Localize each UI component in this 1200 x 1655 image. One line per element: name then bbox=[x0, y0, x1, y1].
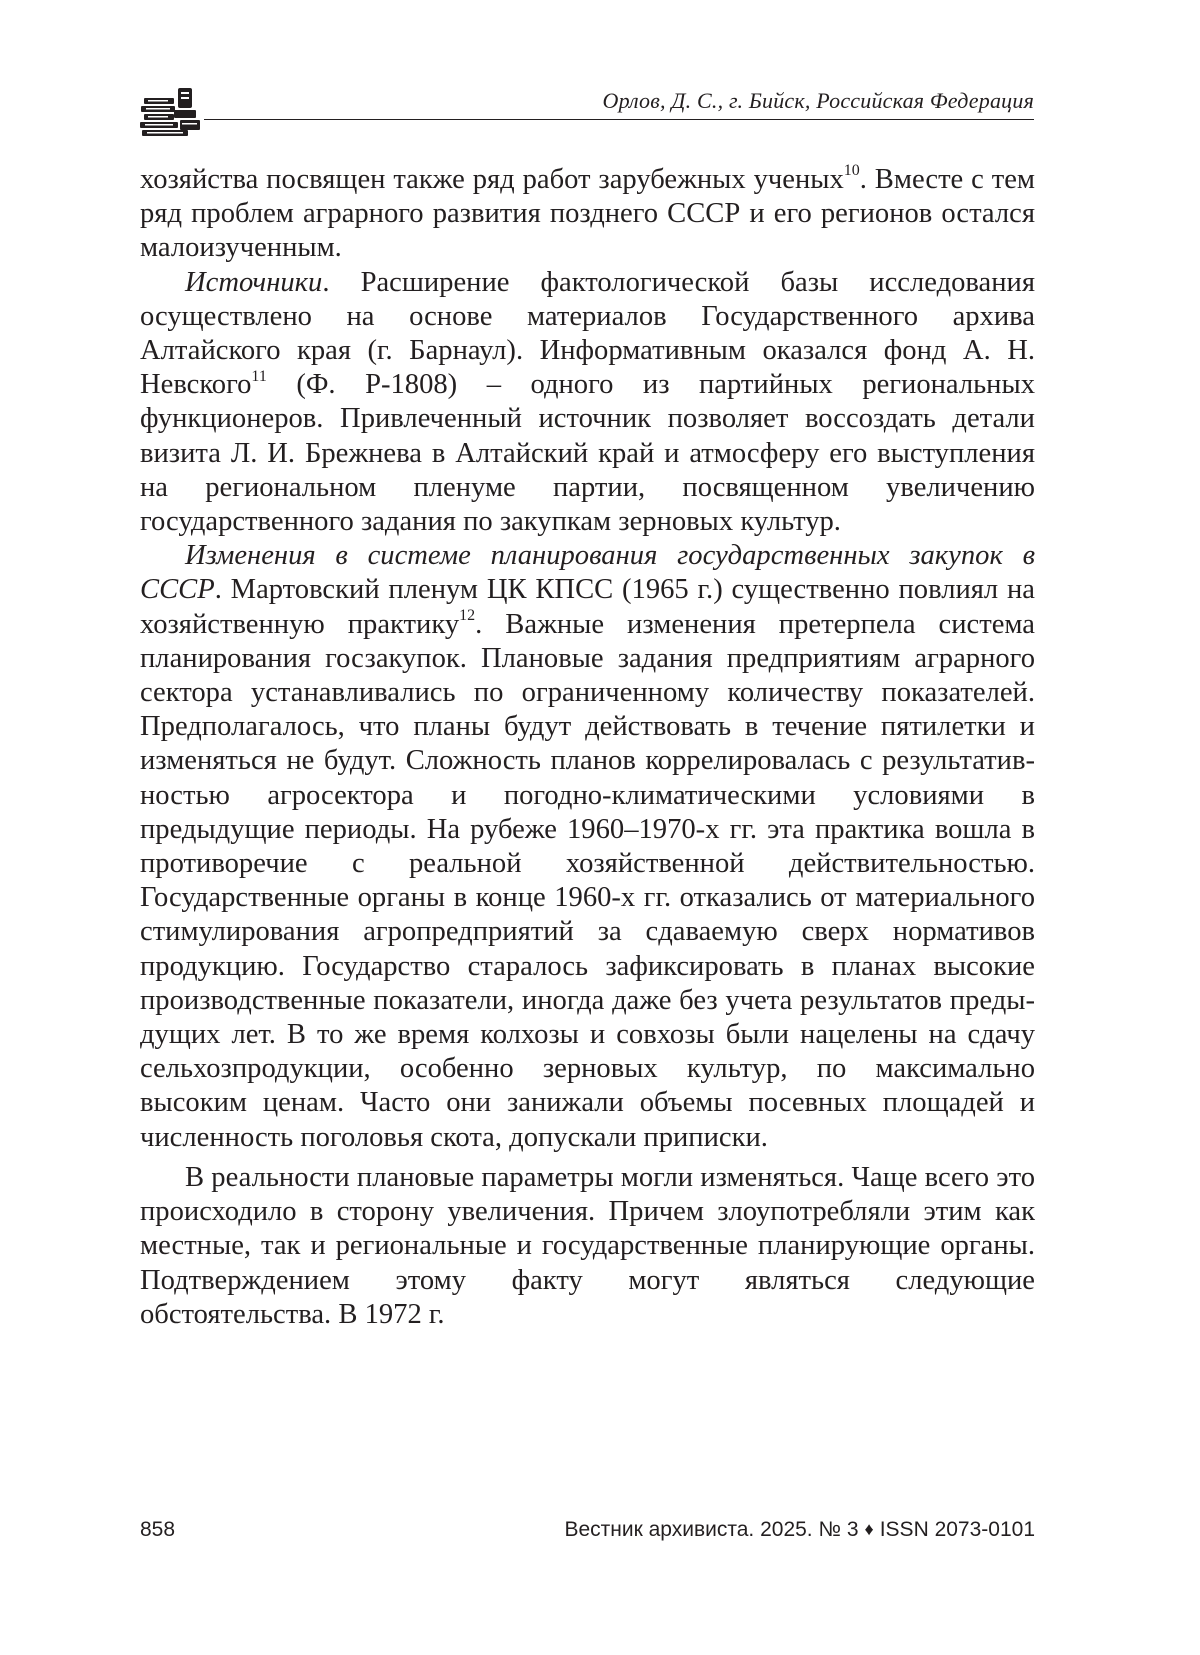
paragraph-reality bbox=[140, 1161, 1035, 1332]
article-body bbox=[140, 163, 1035, 1332]
footnote-ref-11: 11 bbox=[251, 367, 267, 385]
paragraph-planning bbox=[140, 539, 1035, 1155]
paragraph-reality-text: В реальности плановые параметры могли изменяться. Чаще всего это происходило в сторону увеличения. Причем злоупотребляли этим как местные, так и региональные и государственные планирующие органы. Подтверждением этому факту могут являться следующие обстоятельства. В 1972 г. bbox=[140, 1161, 1035, 1330]
page-number: 858 bbox=[140, 1518, 176, 1541]
page-header bbox=[138, 78, 1034, 138]
section-title-planning: Изменения в системе планирования государственных закупок в СССР bbox=[140, 540, 1035, 606]
journal-name: Вестник архивиста. 2025. № 3 bbox=[564, 1518, 859, 1541]
footnote-ref-10: 10 bbox=[843, 162, 860, 180]
paragraph-planning-text-cont: . Важные изменения претерпела система планирования госзакупок. Плановые задания предприятиям аграрного сектора устанавливались по ограниченному количеству показателей. Предполагалось, что планы будут действовать в течение пятилетки и изменяться не будут. Сложность планов коррелировалась с результативностью агросектора и погодно-климатическими условиями в предыдущие периоды. На рубеже 1960–1970-х гг. эта практика вошла в противоречие с реальной хозяйственной действительностью. Государственные органы в конце 1960-х гг. отказались от материального стимулирования агропредприятий за сдаваемую сверх нормативов продукцию. Государство старалось зафиксировать в планах высокие производственные показатели, иногда даже без учета результатов предыдущих лет. В то же время колхозы и совхозы были нацелены на сдачу сельхозпродукции, особенно зерновых культур, по максимально высоким ценам. Часто они занижали объемы посевных площадей и численность поголовья скота, допускали приписки. bbox=[140, 608, 1035, 1153]
paragraph-1-text: хозяйства посвящен также ряд работ зарубежных ученых bbox=[140, 164, 844, 195]
footnote-ref-12: 12 bbox=[459, 607, 476, 625]
paragraph-planning-text: . Мартовский пленум ЦК КПСС (1965 г.) существенно повлиял на хозяйственную практику bbox=[140, 574, 1035, 640]
paragraph-sources-text-cont: (Ф. Р-1808) – одного из партийных региональных функционеров. Привлеченный источник позволяет воссоздать детали визита Л. И. Брежнева в Алтайский край и атмосферу его выступления на региональном пленуме партии, посвященном увеличению государственного задания по закупкам зерновых культур. bbox=[140, 369, 1035, 538]
journal-info bbox=[564, 1518, 1035, 1542]
paragraph-1-text-cont: . Вместе с тем ряд проблем аграрного развития позднего СССР и его регионов остался малоизученным. bbox=[140, 164, 1035, 264]
paragraph-sources-text: . Расширение фактологической базы исследования осуществлено на основе материалов Государственного архива Алтайского края (г. Барнаул). Информативным оказался фонд А. Н. Невского bbox=[140, 266, 1035, 401]
diamond-icon: ♦ bbox=[864, 1519, 874, 1539]
running-head: Орлов, Д. С., г. Бийск, Российская Федерация bbox=[602, 88, 1034, 113]
archive-stack-icon bbox=[138, 84, 204, 138]
header-rule bbox=[204, 119, 1034, 120]
issn: ISSN 2073-0101 bbox=[879, 1518, 1035, 1541]
paragraph-sources bbox=[140, 266, 1035, 540]
section-title-sources: Источники bbox=[185, 266, 323, 298]
page-footer bbox=[140, 1518, 1035, 1548]
paragraph-1 bbox=[140, 163, 1035, 266]
